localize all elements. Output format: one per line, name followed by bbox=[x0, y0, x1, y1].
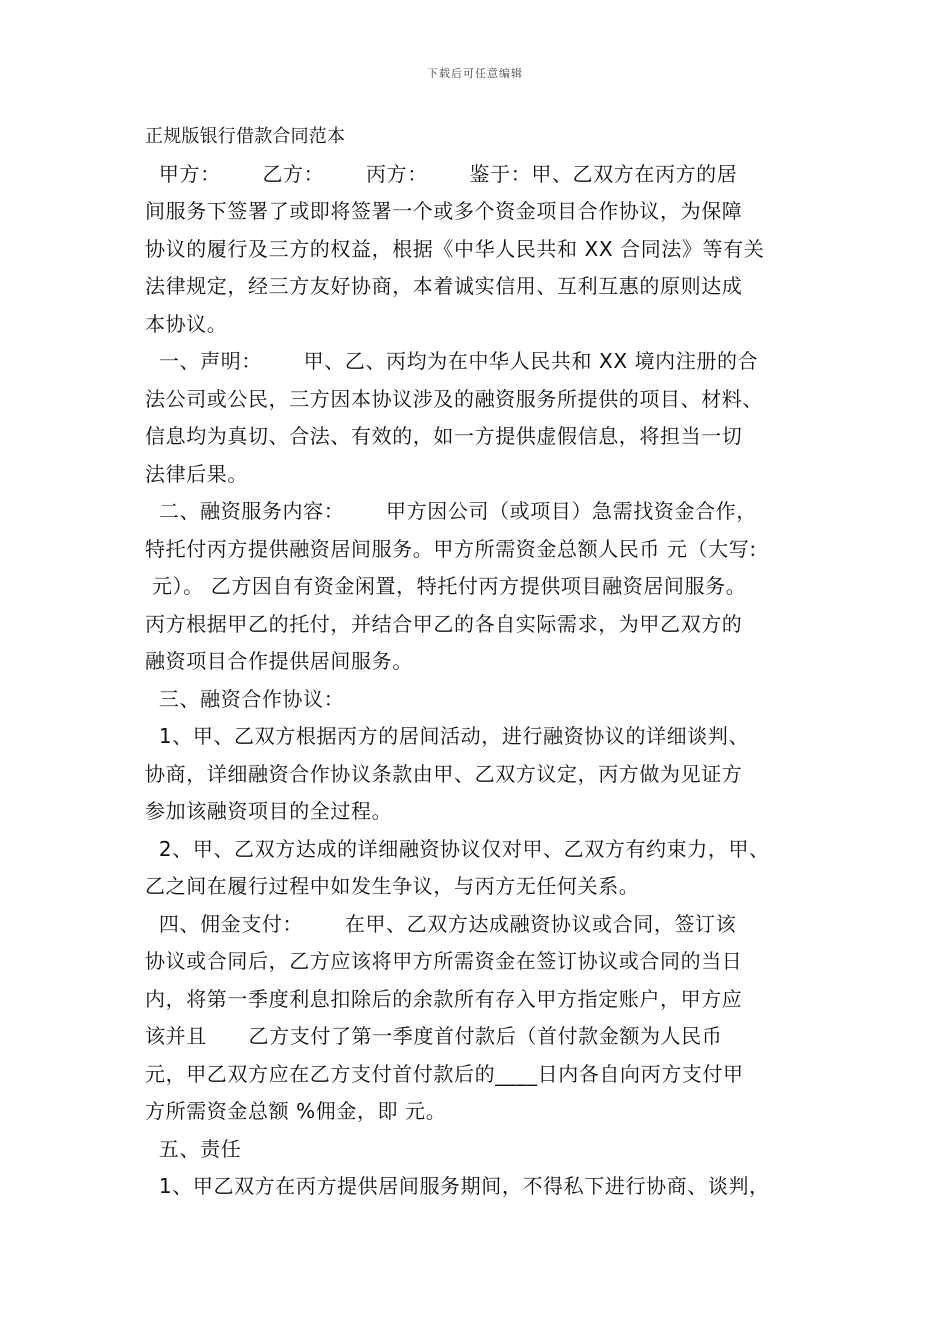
section-heading-line: 二、融资服务内容： 甲方因公司（或项目）急需找资金合作， bbox=[145, 499, 757, 523]
page-header-note: 下载后可任意编辑 bbox=[427, 67, 523, 80]
document-title: 正规版银行借款合同范本 bbox=[145, 126, 346, 147]
paragraph-line: 甲方： 乙方： 丙方： 鉴于：甲、乙双方在丙方的居 bbox=[145, 161, 738, 186]
paragraph-line: 元，甲乙双方应在乙方支付首付款后的____日内各自向丙方支付甲 bbox=[145, 1061, 744, 1086]
section-heading-line: 一、声明： 甲、乙、丙均为在中华人民共和 XX 境内注册的合 bbox=[145, 349, 759, 373]
paragraph-line: 法律后果。 bbox=[145, 461, 248, 486]
paragraph-line: 法公司或公民，三方因本协议涉及的融资服务所提供的项目、材料、 bbox=[145, 386, 763, 411]
document-body bbox=[145, 118, 835, 1206]
paragraph-line: 乙之间在履行过程中如发生争议，与丙方无任何关系。 bbox=[145, 874, 640, 898]
clause-line: 1、甲乙双方在丙方提供居间服务期间，不得私下进行协商、谈判， bbox=[145, 1174, 770, 1198]
paragraph-line: 本协议。 bbox=[145, 311, 228, 336]
paragraph-line: 参加该融资项目的全过程。 bbox=[145, 799, 393, 823]
paragraph-line: 该并且 乙方支付了第一季度首付款后（首付款金额为人民币 bbox=[145, 1024, 723, 1048]
paragraph-line: 法律规定，经三方友好协商，本着诚实信用、互利互惠的原则达成 bbox=[145, 274, 743, 298]
paragraph-line: 协议或合同后，乙方应该将甲方所需资金在签订协议或合同的当日 bbox=[145, 949, 743, 973]
paragraph-line: 特托付丙方提供融资居间服务。甲方所需资金总额人民币 元（大写: bbox=[145, 536, 757, 561]
paragraph-line: 方所需资金总额 %佣金，即 元。 bbox=[145, 1099, 447, 1123]
paragraph-line: 丙方根据甲乙的托付，并结合甲乙的各自实际需求，为甲乙双方的 bbox=[145, 611, 743, 636]
paragraph-line: 协议的履行及三方的权益，根据《中华人民共和 XX 合同法》等有关 bbox=[145, 236, 765, 261]
paragraph-line: 信息均为真切、合法、有效的，如一方提供虚假信息，将担当一切 bbox=[145, 424, 743, 448]
paragraph-line: 融资项目合作提供居间服务。 bbox=[145, 649, 413, 673]
section-heading-line: 三、融资合作协议： bbox=[145, 686, 345, 711]
section-heading-line: 五、责任 bbox=[145, 1136, 242, 1161]
clause-line: 2、甲、乙双方达成的详细融资协议仅对甲、乙双方有约束力，甲、 bbox=[145, 836, 770, 861]
paragraph-line: 协商，详细融资合作协议条款由甲、乙双方议定，丙方做为见证方 bbox=[145, 761, 743, 786]
paragraph-line: 元）。 乙方因自有资金闲置，特托付丙方提供项目融资居间服务。 bbox=[145, 574, 747, 598]
clause-line: 1、甲、乙双方根据丙方的居间活动，进行融资协议的详细谈判、 bbox=[145, 724, 750, 748]
paragraph-line: 间服务下签署了或即将签署一个或多个资金项目合作协议，为保障 bbox=[145, 199, 743, 223]
paragraph-line: 内，将第一季度利息扣除后的余款所有存入甲方指定账户，甲方应 bbox=[145, 986, 743, 1011]
section-heading-line: 四、佣金支付： 在甲、乙双方达成融资协议或合同，签订该 bbox=[145, 911, 737, 936]
